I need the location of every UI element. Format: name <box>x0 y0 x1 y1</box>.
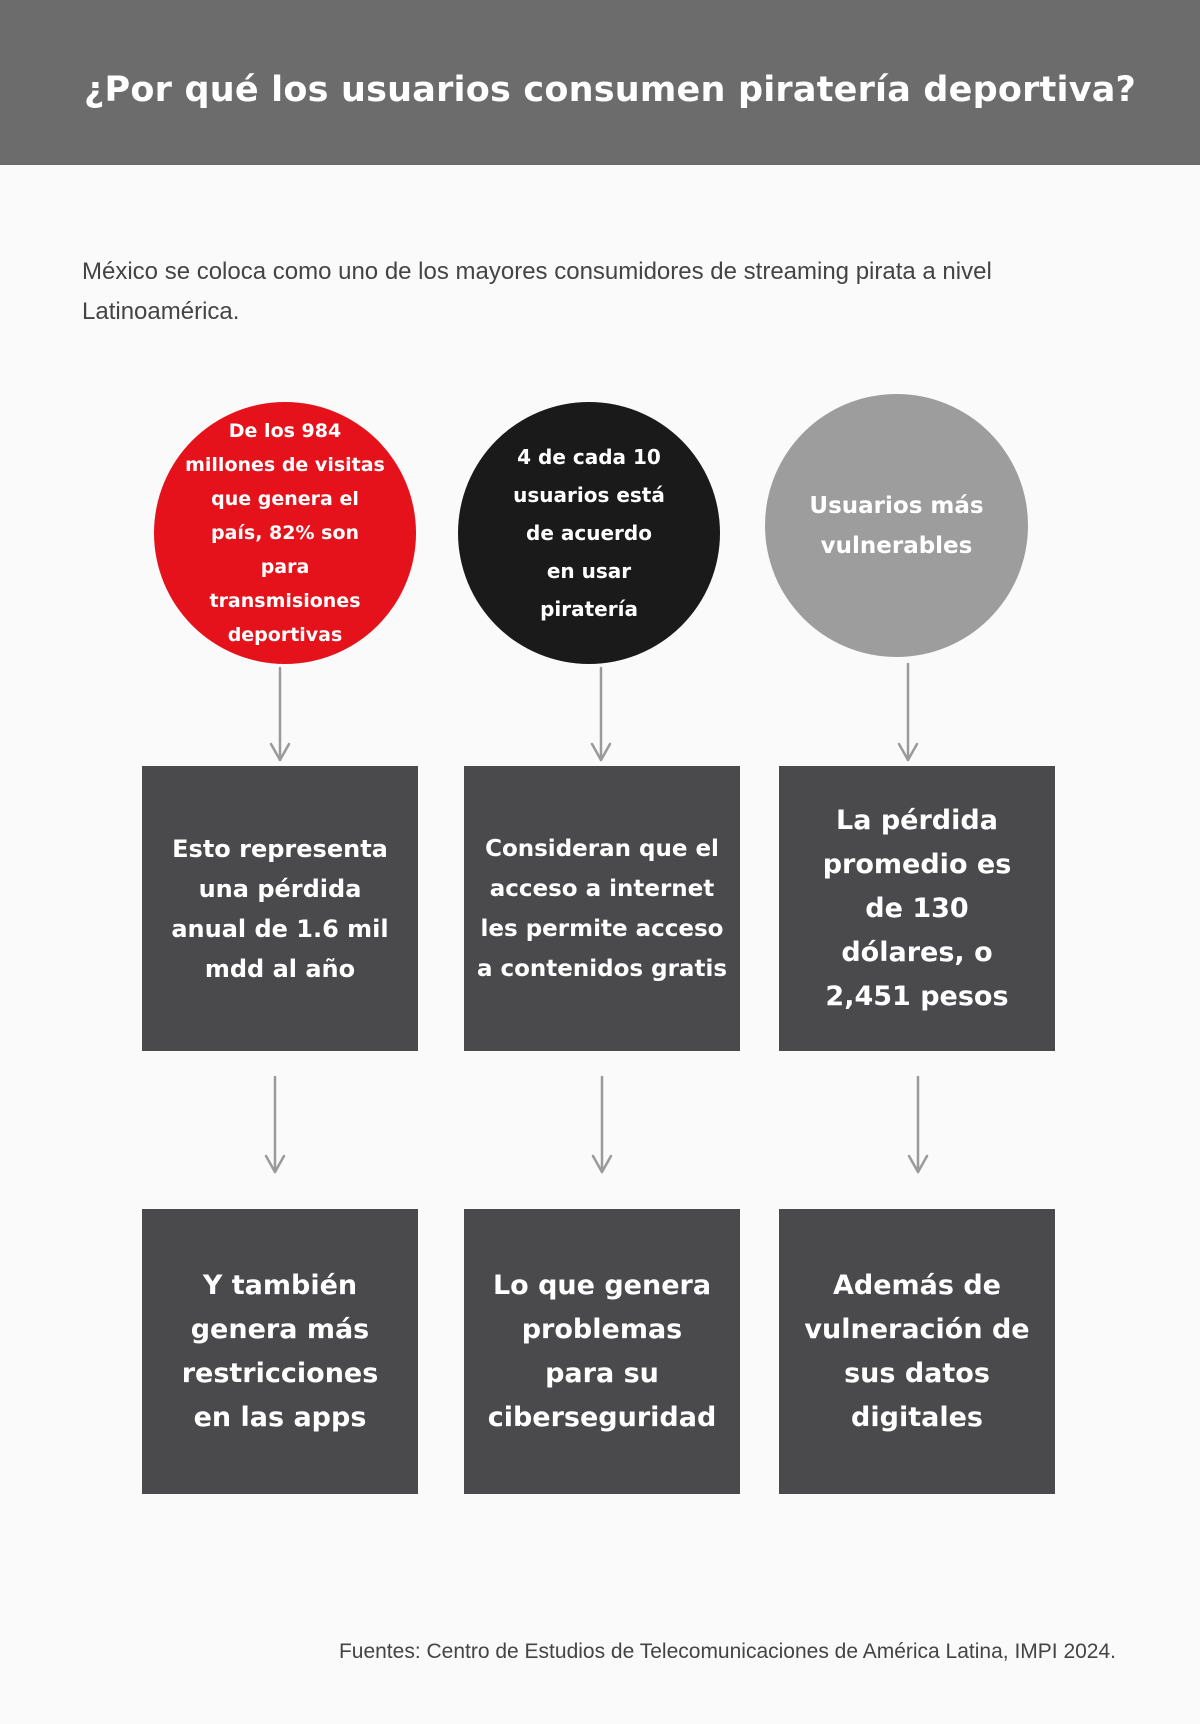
page-title: ¿Por qué los usuarios consumen piratería deportiva? <box>84 70 1137 110</box>
loss-box-text: Esto representa una pérdida anual de 1.6 mil mdd al año <box>171 834 389 983</box>
cybersecurity-box-text: Lo que genera problemas para su ciberseguridad <box>487 1269 717 1433</box>
sources-note: Fuentes: Centro de Estudios de Telecomunicaciones de América Latina, IMPI 2024. <box>338 1640 1116 1663</box>
restrictions-box <box>142 1209 418 1494</box>
average-loss-box-text: La pérdida promedio es de 130 dólares, o 2,451 pesos <box>822 804 1012 1012</box>
arrow-down-icon <box>899 664 917 760</box>
data-breach-box-text: Además de vulneración de sus datos digitales <box>804 1269 1030 1433</box>
free-access-box <box>464 766 740 1051</box>
intro-text: México se coloca como uno de los mayores consumidores de streaming pirata a nivel Latinoamérica. <box>82 258 992 325</box>
data-breach-box <box>779 1209 1055 1494</box>
average-loss-box <box>779 766 1055 1051</box>
free-access-box-text: Consideran que el acceso a internet les permite acceso a contenidos gratis <box>476 835 728 982</box>
arrow-down-icon <box>593 1077 611 1172</box>
loss-box <box>142 766 418 1051</box>
arrow-down-icon <box>909 1077 927 1172</box>
arrow-down-icon <box>592 668 610 760</box>
stat-circle-gray-text: Usuarios más vulnerables <box>809 492 984 559</box>
stat-circle-black-text: 4 de cada 10 usuarios está de acuerdo en usar piratería <box>513 445 665 621</box>
cybersecurity-box <box>464 1209 740 1494</box>
stat-circle-red-text: De los 984 millones de visitas que genera el país, 82% son para transmisiones deportivas <box>185 420 385 646</box>
restrictions-box-text: Y también genera más restricciones en las apps <box>181 1269 379 1433</box>
arrow-down-icon <box>271 668 289 760</box>
arrow-down-icon <box>266 1077 284 1172</box>
